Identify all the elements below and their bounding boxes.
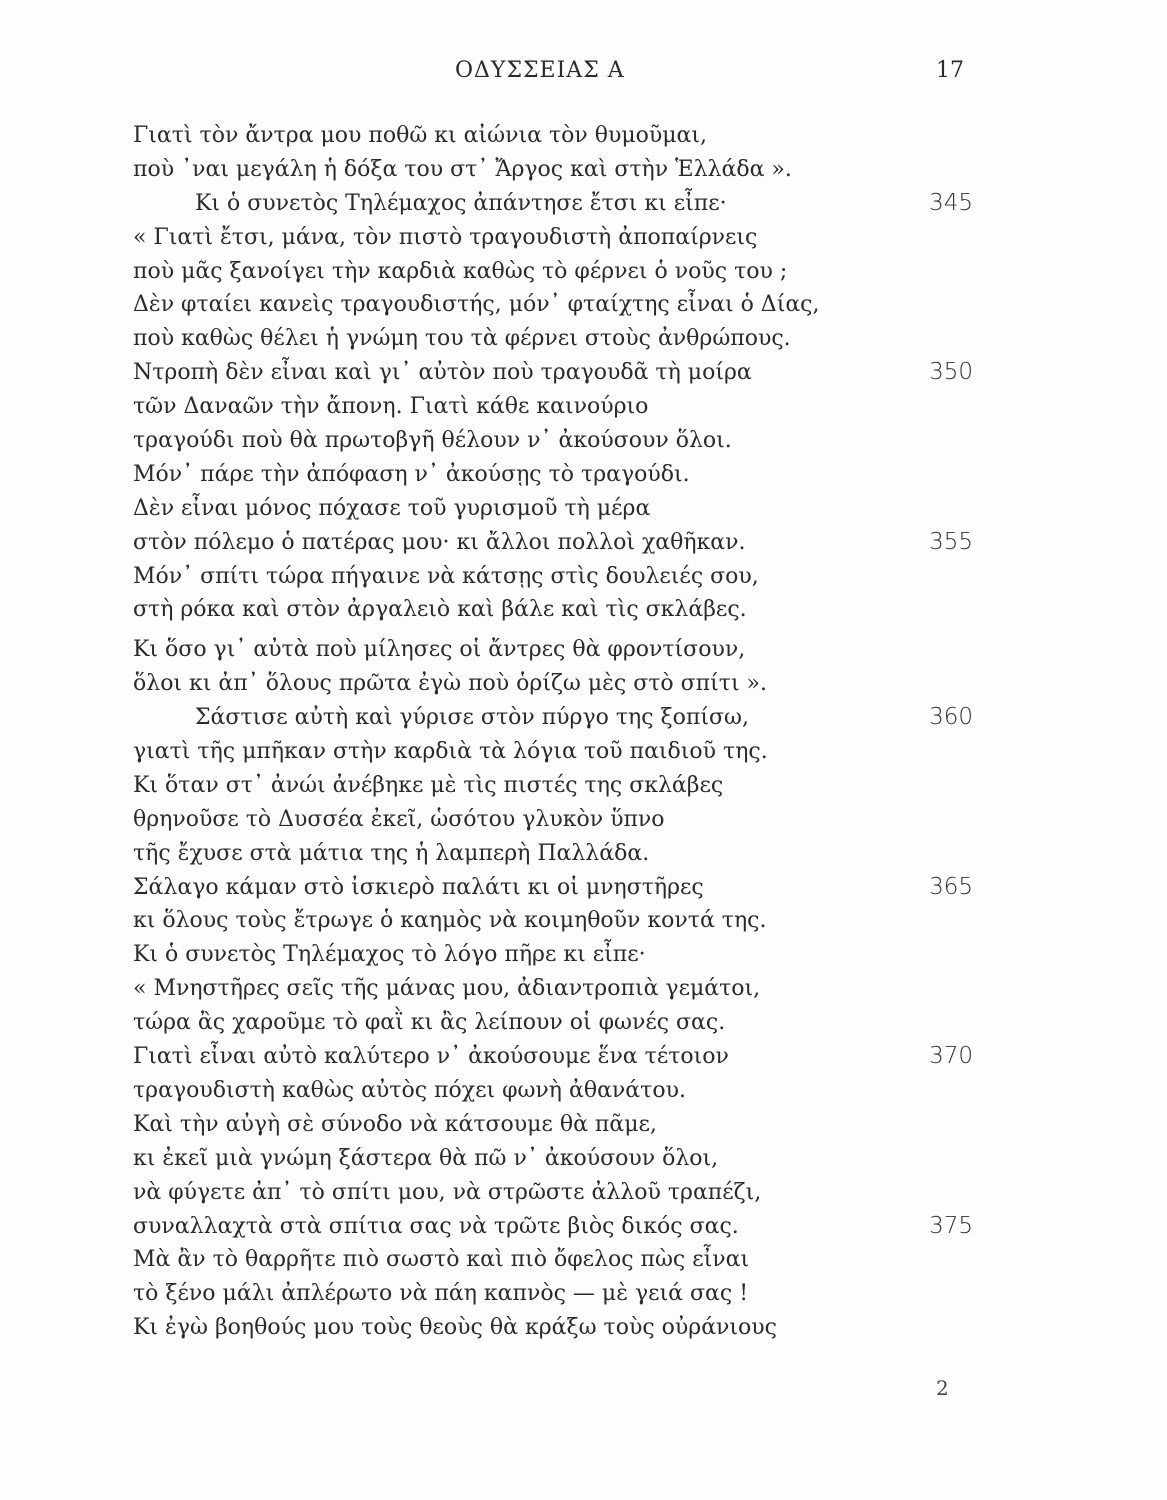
verse-line: [133, 1006, 973, 1040]
verse-line: [133, 322, 973, 356]
verse-line: [133, 560, 973, 594]
verse-text: στὴ ρόκα καὶ στὸν ἀργαλειὸ καὶ βάλε καὶ τὶς σκλάβες.: [133, 597, 747, 623]
signature-mark: 2: [936, 1376, 949, 1400]
verse-line: [133, 492, 973, 526]
verse-line: [133, 1176, 973, 1210]
verse-line: [133, 1311, 973, 1345]
verse-line: [133, 803, 973, 837]
verse-text: ποὺ μᾶς ξανοίγει τὴν καρδιὰ καθὼς τὸ φέρνει ὁ νοῦς του ;: [133, 258, 788, 284]
verse-text: στὸν πόλεμο ὁ πατέρας μου· κι ἄλλοι πολλοὶ χαθῆκαν.: [133, 529, 746, 555]
verse-text: θρηνοῦσε τὸ Δυσσέα ἐκεῖ, ὡσότου γλυκὸν ὕπνο: [133, 806, 665, 832]
verse-line: [133, 769, 973, 803]
verse-text: συναλλαχτὰ στὰ σπίτια σας νὰ τρῶτε βιὸς δικός σας.: [133, 1213, 739, 1239]
verse-line: [133, 735, 973, 769]
running-head: [0, 58, 1167, 94]
verse-line: [133, 1142, 973, 1176]
page-number: 17: [936, 58, 964, 83]
verse-line: [133, 1277, 973, 1311]
verse-line: [133, 356, 973, 390]
running-head-title: ΟΔΥΣΣΕΙΑΣ Α: [455, 58, 625, 83]
verse-text: ποὺ καθὼς θέλει ἡ γνώμη του τὰ φέρνει στοὺς ἀνθρώπους.: [133, 326, 791, 352]
verse-line: [133, 221, 973, 255]
verse-text: « Μνηστῆρες σεῖς τῆς μάνας μου, ἀδιαντροπιὰ γεμάτοι,: [133, 976, 761, 1002]
verse-line: [133, 871, 973, 905]
verse-text: Μόν᾿ σπίτι τώρα πήγαινε νὰ κάτσῃς στὶς δουλειές σου,: [133, 563, 759, 589]
verse-line: [133, 904, 973, 938]
verse-text: νὰ φύγετε ἀπ᾿ τὸ σπίτι μου, νὰ στρῶστε ἀλλοῦ τραπέζι,: [133, 1179, 762, 1205]
verse-text: Κι ὅσο γι᾿ αὐτὰ ποὺ μίλησες οἱ ἄντρες θὰ φροντίσουν,: [133, 637, 746, 663]
line-number: 365: [929, 873, 973, 900]
verse-text: Γιατὶ τὸν ἄντρα μου ποθῶ κι αἰώνια τὸν θυμοῦμαι,: [133, 123, 708, 148]
verse-line: [133, 119, 973, 153]
verse-text: Σάστισε αὐτὴ καὶ γύρισε στὸν πύργο της ξοπίσω,: [195, 705, 749, 731]
verse-text: Μόν᾿ πάρε τὴν ἀπόφαση ν᾿ ἀκούσῃς τὸ τραγούδι.: [133, 461, 690, 487]
verse-line: [133, 458, 973, 492]
verse-text: τῆς ἔχυσε στὰ μάτια της ἡ λαμπερὴ Παλλάδα.: [133, 840, 650, 866]
verse-line: [133, 1108, 973, 1142]
verse-line: [133, 424, 973, 458]
verse-text: Καὶ τὴν αὐγὴ σὲ σύνοδο νὰ κάτσουμε θὰ πᾶμε,: [133, 1111, 657, 1137]
verse-line: [133, 288, 973, 322]
line-number: 370: [929, 1043, 973, 1070]
verse-text: ὅλοι κι ἀπ᾿ ὅλους πρῶτα ἐγὼ ποὺ ὁρίζω μὲς στὸ σπίτι ».: [133, 671, 768, 697]
verse-text: κι ὅλους τοὺς ἔτρωγε ὁ καημὸς νὰ κοιμηθοῦν κοντά της.: [133, 908, 767, 934]
verse-text: Κι ὁ συνετὸς Τηλέμαχος ἀπάντησε ἔτσι κι εἶπε·: [195, 190, 727, 216]
verse-text: τῶν Δαναῶν τὴν ἄπονη. Γιατὶ κάθε καινούριο: [133, 394, 649, 420]
verse-block: [133, 119, 973, 1345]
verse-line: [133, 1074, 973, 1108]
verse-line: [133, 593, 973, 627]
verse-text: τώρα ἂς χαροῦμε τὸ φαῒ κι ἂς λείπουν οἱ φωνές σας.: [133, 1010, 726, 1036]
verse-text: Δὲν εἶναι μόνος πόχασε τοῦ γυρισμοῦ τὴ μέρα: [133, 495, 651, 521]
verse-line: [133, 1040, 973, 1074]
verse-line: [133, 837, 973, 871]
line-number: 375: [929, 1212, 973, 1239]
verse-text: κι ἐκεῖ μιὰ γνώμη ξάστερα θὰ πῶ ν᾿ ἀκούσουν ὅλοι,: [133, 1145, 719, 1171]
verse-line: [133, 633, 973, 667]
verse-text: Μὰ ἂν τὸ θαρρῆτε πιὸ σωστὸ καὶ πιὸ ὄφελος πὼς εἶναι: [133, 1247, 750, 1273]
verse-text: « Γιατὶ ἔτσι, μάνα, τὸν πιστὸ τραγουδιστὴ ἀποπαίρνεις: [133, 224, 758, 250]
verse-text: Ντροπὴ δὲν εἶναι καὶ γι᾿ αὐτὸν ποὺ τραγουδᾶ τὴ μοίρα: [133, 360, 752, 386]
verse-line: [133, 1243, 973, 1277]
verse-line: [133, 187, 973, 221]
verse-text: Κι ὅταν στ᾿ ἀνώι ἀνέβηκε μὲ τὶς πιστές της σκλάβες: [133, 772, 724, 798]
verse-line: [133, 390, 973, 424]
verse-line: [133, 938, 973, 972]
verse-text: Σάλαγο κάμαν στὸ ἰσκιερὸ παλάτι κι οἱ μνηστῆρες: [133, 874, 704, 900]
verse-text: ποὺ ᾿ναι μεγάλη ἡ δόξα του στ᾿ Ἄργος καὶ στὴν Ἑλλάδα ».: [133, 156, 792, 182]
verse-line: [133, 1210, 973, 1244]
line-number: 350: [929, 359, 973, 386]
line-number: 355: [929, 528, 973, 555]
verse-line: [133, 667, 973, 701]
verse-text: Κι ὁ συνετὸς Τηλέμαχος τὸ λόγο πῆρε κι εἶπε·: [133, 942, 646, 968]
verse-text: Δὲν φταίει κανεὶς τραγουδιστής, μόν᾿ φταίχτης εἶναι ὁ Δίας,: [133, 292, 820, 318]
verse-line: [133, 255, 973, 289]
verse-line: [133, 526, 973, 560]
verse-text: τραγούδι ποὺ θὰ πρωτοβγῆ θέλουν ν᾿ ἀκούσουν ὅλοι.: [133, 428, 732, 454]
verse-line: [133, 972, 973, 1006]
verse-line: [133, 153, 973, 187]
verse-text: τὸ ξένο μάλι ἀπλέρωτο νὰ πάη καπνὸς — μὲ γειά σας !: [133, 1281, 749, 1307]
verse-text: τραγουδιστὴ καθὼς αὐτὸς πόχει φωνὴ ἀθανάτου.: [133, 1077, 686, 1103]
line-number: 360: [929, 704, 973, 731]
verse-text: Κι ἐγὼ βοηθούς μου τοὺς θεοὺς θὰ κράξω τοὺς οὐράνιους: [133, 1315, 777, 1341]
verse-text: γιατὶ τῆς μπῆκαν στὴν καρδιὰ τὰ λόγια τοῦ παιδιοῦ της.: [133, 739, 768, 765]
line-number: 345: [929, 189, 973, 216]
verse-text: Γιατὶ εἶναι αὐτὸ καλύτερο ν᾿ ἀκούσουμε ἕνα τέτοιον: [133, 1044, 729, 1070]
verse-line: [133, 701, 973, 735]
